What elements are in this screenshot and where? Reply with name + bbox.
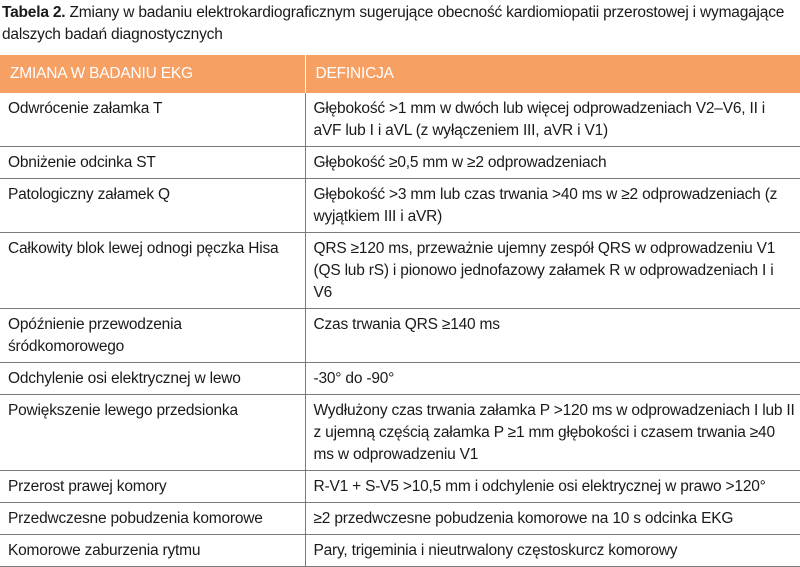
table-row	[0, 93, 800, 147]
cell-definition: Głębokość >3 mm lub czas trwania >40 ms w ≥2 odprowadzeniach (z wyjątkiem III i aVR)	[305, 179, 800, 233]
table-row	[0, 179, 800, 233]
cell-change: Powiększenie lewego przedsionka	[0, 395, 305, 471]
table-row	[0, 471, 800, 503]
cell-definition: Wydłużony czas trwania załamka P >120 ms w odprowadzeniach I lub II z ujemną częścią załamka P ≥1 mm głębokości i czasem trwania ≥40 ms w odprowadzeniu V1	[305, 395, 800, 471]
table-row	[0, 309, 800, 363]
table-row	[0, 503, 800, 535]
cell-change: Przedwczesne pobudzenia komorowe	[0, 503, 305, 535]
column-header-definition: DEFINICJA	[305, 55, 800, 93]
cell-change: Odwrócenie załamka T	[0, 93, 305, 147]
column-header-change: ZMIANA W BADANIU EKG	[0, 55, 305, 93]
ekg-changes-table	[0, 55, 800, 567]
cell-definition: Głębokość ≥0,5 mm w ≥2 odprowadzeniach	[305, 147, 800, 179]
cell-definition: Czas trwania QRS ≥140 ms	[305, 309, 800, 363]
cell-definition: R-V1 + S-V5 >10,5 mm i odchylenie osi elektrycznej w prawo >120°	[305, 471, 800, 503]
table-row	[0, 535, 800, 567]
cell-change: Komorowe zaburzenia rytmu	[0, 535, 305, 567]
table-row	[0, 395, 800, 471]
table-caption	[2, 2, 796, 46]
table-header-row	[0, 55, 800, 93]
table-caption-text: Zmiany w badaniu elektrokardiograficznym sugerujące obecność kardiomiopatii przerostowej i wymagające dalszych badań diagnostycznych	[2, 4, 785, 43]
cell-definition: ≥2 przedwczesne pobudzenia komorowe na 10 s odcinka EKG	[305, 503, 800, 535]
table-row	[0, 147, 800, 179]
cell-change: Odchylenie osi elektrycznej w lewo	[0, 363, 305, 395]
cell-change: Patologiczny załamek Q	[0, 179, 305, 233]
cell-change: Obniżenie odcinka ST	[0, 147, 305, 179]
table-row	[0, 363, 800, 395]
cell-change: Opóźnienie przewodzenia śródkomorowego	[0, 309, 305, 363]
cell-definition: Pary, trigeminia i nieutrwalony częstoskurcz komorowy	[305, 535, 800, 567]
table-row	[0, 233, 800, 309]
cell-change: Całkowity blok lewej odnogi pęczka Hisa	[0, 233, 305, 309]
cell-change: Przerost prawej komory	[0, 471, 305, 503]
cell-definition: Głębokość >1 mm w dwóch lub więcej odprowadzeniach V2–V6, II i aVF lub I i aVL (z wyłączeniem III, aVR i V1)	[305, 93, 800, 147]
cell-definition: -30° do -90°	[305, 363, 800, 395]
table-caption-label: Tabela 2.	[2, 4, 66, 21]
cell-definition: QRS ≥120 ms, przeważnie ujemny zespół QRS w odprowadzeniu V1 (QS lub rS) i pionowo jednofazowy załamek R w odprowadzeniach I i V6	[305, 233, 800, 309]
